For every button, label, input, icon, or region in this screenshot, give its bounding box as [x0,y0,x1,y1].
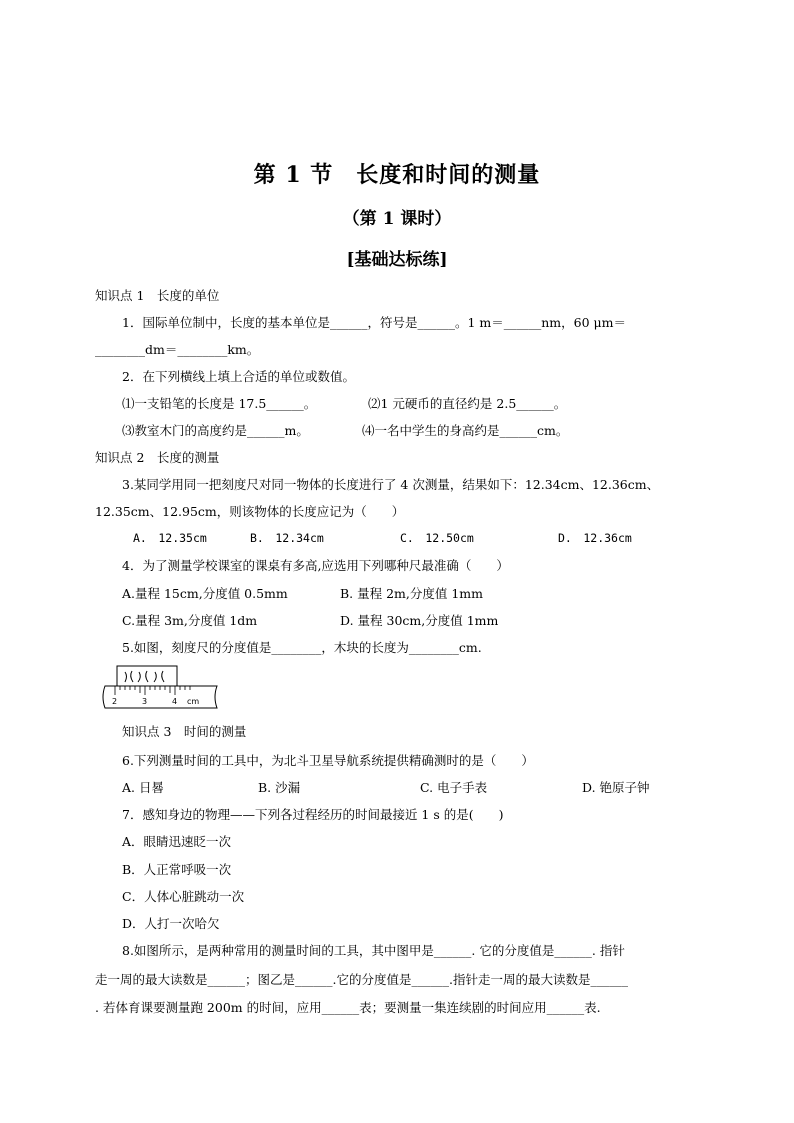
ruler-figure [99,664,224,716]
section-heading: [基础达标练] [346,250,448,270]
question-6-option-b: B. 沙漏 [258,780,301,795]
question-1-line-1: 1．国际单位制中，长度的基本单位是______，符号是______。1 m＝______nm，60 μm＝ [122,315,626,330]
question-2-stem: 2．在下列横线上填上合适的单位或数值。 [122,369,355,384]
question-4-option-c: C.量程 3m,分度值 1dm [122,613,258,628]
knowledge-point-2: 知识点 2 长度的测量 [95,450,220,465]
question-7-option-c: C．人体心脏跳动一次 [122,889,245,904]
question-2-item-4: ⑷一名中学生的身高约是______cm。 [362,423,569,438]
question-3-option-d: D. 12.36cm [558,531,632,545]
question-4-stem: 4．为了测量学校课室的课桌有多高,应选用下列哪种尺最准确（ ） [122,558,509,573]
question-8-line-1: 8.如图所示，是两种常用的测量时间的工具，其中图甲是______. 它的分度值是______. 指针 [122,943,625,958]
question-4-option-a: A.量程 15cm,分度值 0.5mm [122,586,288,601]
question-3-line-1: 3.某同学用同一把刻度尺对同一物体的长度进行了 4 次测量，结果如下：12.34cm、12.36cm、 [122,477,660,492]
question-4-option-b: B. 量程 2m,分度值 1mm [340,586,484,601]
ruler-label-3: 3 [142,697,148,706]
question-4-option-d: D. 量程 30cm,分度值 1mm [340,613,499,628]
ruler-label-cm: cm [187,697,200,706]
lesson-subtitle: （第 1 课时） [342,209,452,229]
ruler-label-2: 2 [112,697,118,706]
page-title: 第 1 节 长度和时间的测量 [253,162,541,188]
question-2-item-3: ⑶教室木门的高度约是______m。 [122,423,309,438]
question-6-option-a: A. 日晷 [122,780,164,795]
question-2-item-1: ⑴一支铅笔的长度是 17.5______。 [122,396,317,411]
question-8-line-3: . 若体育课要测量跑 200m 的时间，应用______表；要测量一集连续剧的时间应用______表. [95,1000,601,1015]
ruler-label-4: 4 [172,697,178,706]
knowledge-point-3: 知识点 3 时间的测量 [122,724,247,739]
question-3-option-b: B. 12.34cm [250,531,324,545]
question-8-line-2: 走一周的最大读数是______；图乙是______.它的分度值是______.指针走一周的最大读数是______ [95,972,628,987]
question-7-option-a: A．眼睛迅速眨一次 [122,834,232,849]
question-6-option-c: C. 电子手表 [420,780,488,795]
question-7-option-b: B．人正常呼吸一次 [122,862,232,877]
question-7-stem: 7．感知身边的物理——下列各过程经历的时间最接近 1 s 的是( ) [122,807,504,822]
question-7-option-d: D．人打一次哈欠 [122,916,220,931]
question-6-option-d: D. 铯原子钟 [582,780,650,795]
question-3-line-2: 12.35cm、12.95cm，则该物体的长度应记为（ ） [95,504,405,519]
question-3-option-c: C. 12.50cm [400,531,474,545]
question-2-item-2: ⑵1 元硬币的直径约是 2.5______。 [368,396,567,411]
question-1-line-2: ________dm＝________km。 [95,342,260,357]
question-5-stem: 5.如图，刻度尺的分度值是________，木块的长度为________cm. [122,640,482,655]
knowledge-point-1: 知识点 1 长度的单位 [95,288,220,303]
question-3-option-a: A. 12.35cm [133,531,207,545]
question-6-stem: 6.下列测量时间的工具中，为北斗卫星导航系统提供精确测时的是（ ） [122,753,534,768]
